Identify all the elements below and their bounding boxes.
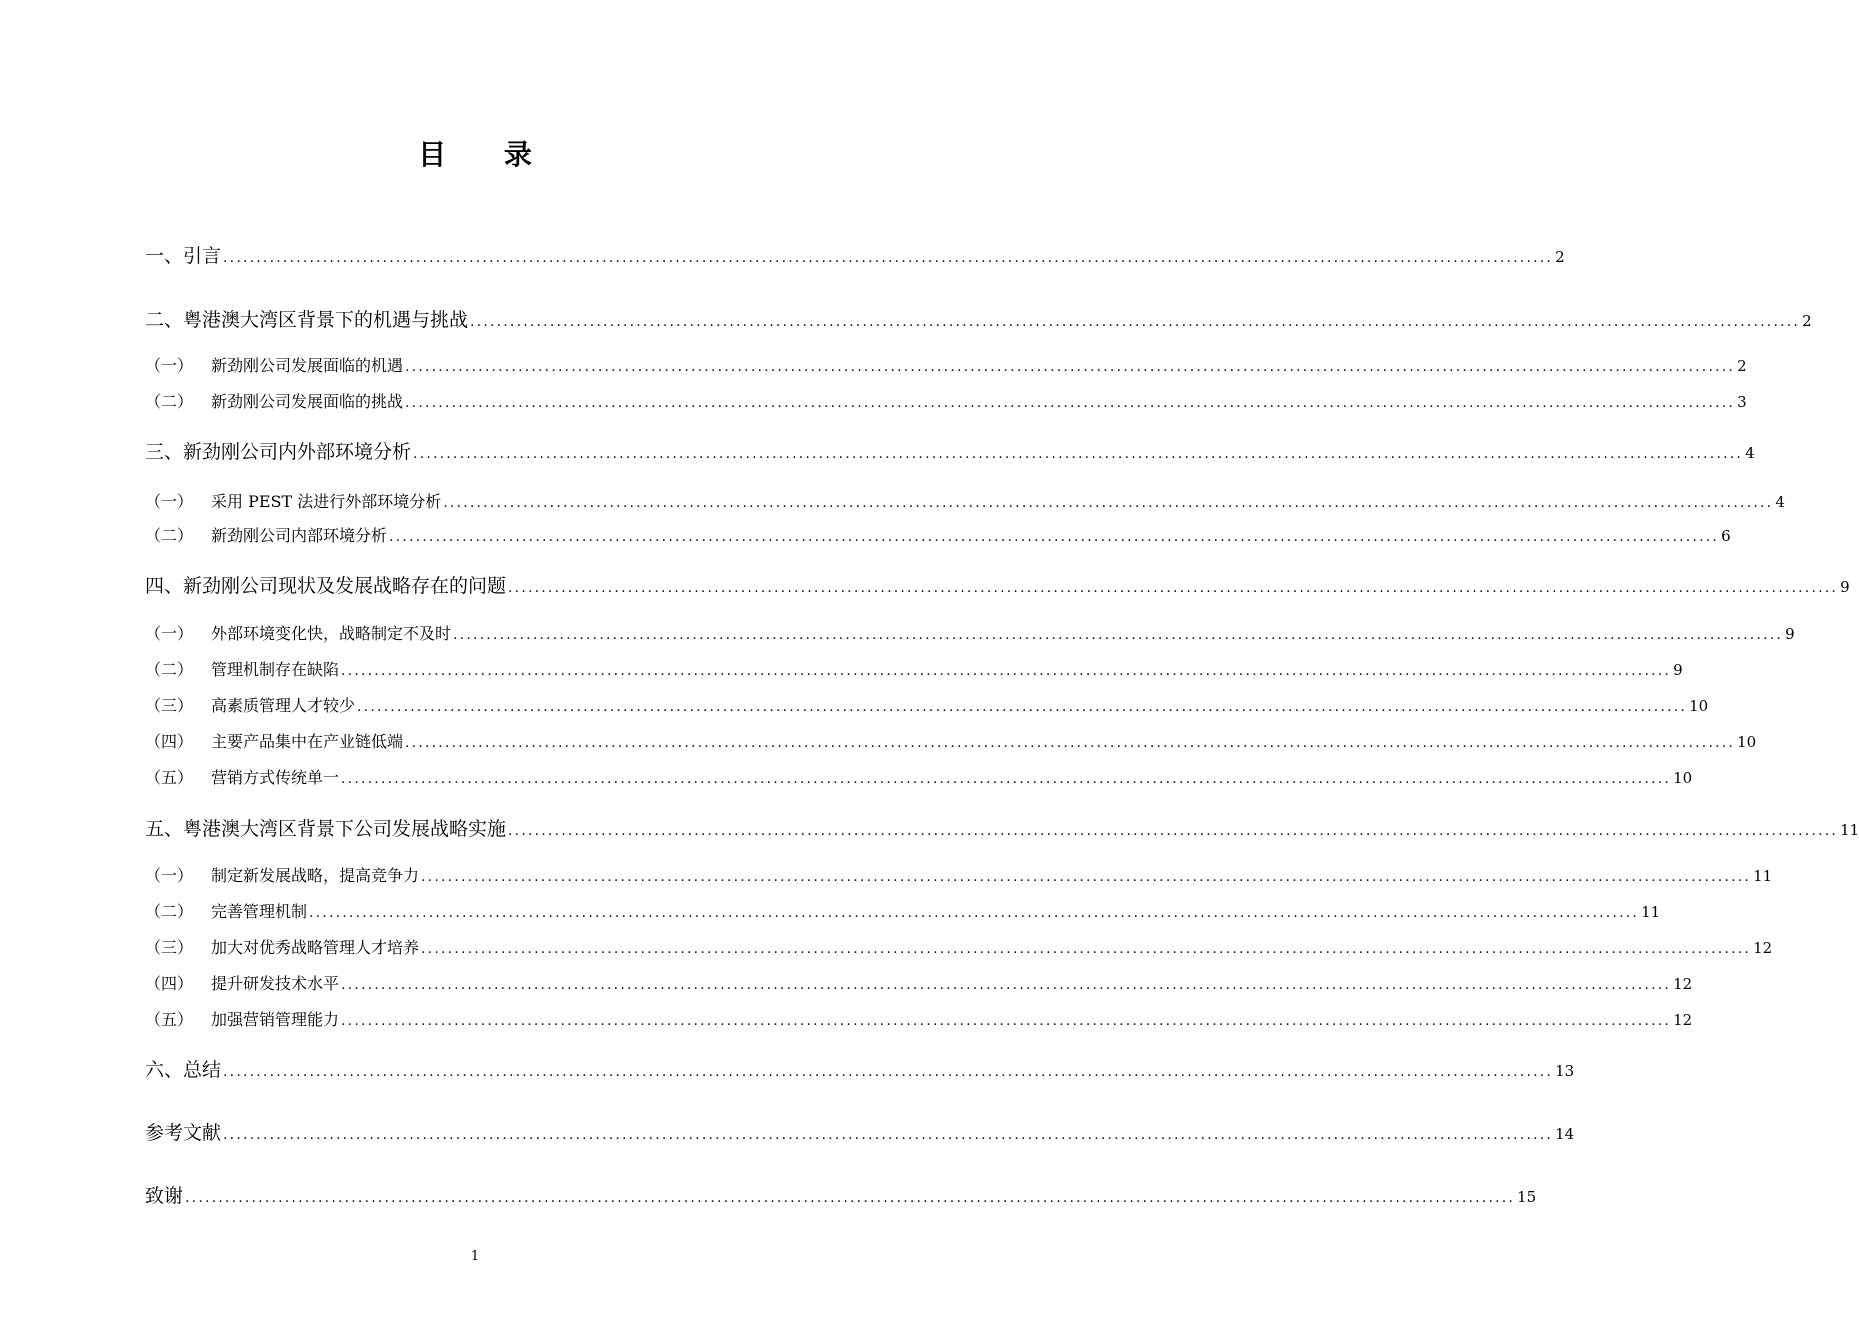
- toc-entry-page: 11: [1753, 867, 1773, 885]
- toc-entry[interactable]: [145, 935, 1773, 958]
- toc-entry[interactable]: [145, 971, 1693, 994]
- toc-leader-dots: ........................................................................................................................................................................................................: [508, 580, 1839, 596]
- toc-entry-number: （三）: [145, 938, 194, 957]
- toc-leader-dots: ........................................................................................................................................................................................................: [341, 977, 1672, 993]
- toc-entry[interactable]: [145, 814, 1859, 841]
- toc-entry[interactable]: [145, 621, 1795, 644]
- toc-entry-page: 2: [1737, 357, 1747, 375]
- toc-entry-title: 高素质管理人才较少: [211, 696, 356, 715]
- toc-entry[interactable]: [145, 765, 1693, 788]
- toc-entry[interactable]: [145, 305, 1812, 332]
- toc-entry[interactable]: [145, 1007, 1693, 1030]
- toc-entry-title: 管理机制存在缺陷: [211, 660, 340, 679]
- toc-entry-page: 9: [1673, 661, 1683, 679]
- toc-entry-page: 2: [1555, 248, 1565, 266]
- toc-leader-dots: ........................................................................................................................................................................................................: [443, 495, 1774, 511]
- toc-leader-dots: ........................................................................................................................................................................................................: [413, 446, 1744, 462]
- toc-entry-page: 12: [1753, 939, 1773, 957]
- toc-leader-dots: ........................................................................................................................................................................................................: [453, 627, 1784, 643]
- toc-entry-number: （二）: [145, 526, 194, 545]
- toc-leader-dots: ........................................................................................................................................................................................................: [470, 314, 1801, 330]
- toc-leader-dots: ........................................................................................................................................................................................................: [309, 905, 1640, 921]
- toc-entry-page: 11: [1840, 821, 1859, 839]
- toc-leader-dots: ........................................................................................................................................................................................................: [185, 1190, 1516, 1206]
- toc-entry[interactable]: [145, 571, 1850, 598]
- toc-entry-page: 10: [1673, 769, 1693, 787]
- toc-entry-page: 9: [1785, 625, 1795, 643]
- toc-entry-number: （一）: [145, 492, 194, 511]
- toc-leader-dots: ........................................................................................................................................................................................................: [405, 735, 1736, 751]
- toc-entry-number: （四）: [145, 974, 194, 993]
- toc-leader-dots: ........................................................................................................................................................................................................: [508, 823, 1839, 839]
- toc-leader-dots: ........................................................................................................................................................................................................: [421, 869, 1752, 885]
- toc-entry-page: 6: [1721, 527, 1731, 545]
- toc-entry-title: 完善管理机制: [211, 902, 308, 921]
- toc-entry[interactable]: [145, 1118, 1575, 1145]
- toc-entry-page: 13: [1555, 1062, 1575, 1080]
- toc-entry-page: 11: [1641, 903, 1661, 921]
- toc-leader-dots: ........................................................................................................................................................................................................: [223, 1064, 1554, 1080]
- toc-entry-page: 15: [1517, 1188, 1537, 1206]
- toc-leader-dots: ........................................................................................................................................................................................................: [357, 699, 1688, 715]
- toc-entry[interactable]: [145, 353, 1747, 376]
- toc-entry-title: 外部环境变化快，战略制定不及时: [211, 624, 452, 643]
- toc-leader-dots: ........................................................................................................................................................................................................: [223, 250, 1554, 266]
- toc-entry[interactable]: [145, 241, 1565, 268]
- toc-entry[interactable]: [145, 863, 1773, 886]
- toc-entry[interactable]: [145, 389, 1747, 412]
- toc-leader-dots: ........................................................................................................................................................................................................: [341, 663, 1672, 679]
- toc-entry-number: （一）: [145, 624, 194, 643]
- toc-entry-number: （五）: [145, 1010, 194, 1029]
- toc-entry-page: 4: [1745, 444, 1755, 462]
- toc-entry-title: 五、粤港澳大湾区背景下公司发展战略实施: [145, 818, 507, 840]
- toc-entry-number: （四）: [145, 732, 194, 751]
- toc-entry-title: 加强营销管理能力: [211, 1010, 340, 1029]
- toc-entry-number: （三）: [145, 696, 194, 715]
- toc-entry-page: 9: [1840, 578, 1850, 596]
- toc-entry-page: 12: [1673, 1011, 1693, 1029]
- toc-leader-dots: ........................................................................................................................................................................................................: [389, 529, 1720, 545]
- toc-entry-title: 四、新劲刚公司现状及发展战略存在的问题: [145, 575, 507, 597]
- toc-entry-page: 2: [1802, 312, 1812, 330]
- toc-entry-title: 新劲刚公司发展面临的机遇: [211, 356, 404, 375]
- toc-entry-title: 一、引言: [145, 245, 222, 267]
- toc-entry-page: 4: [1775, 493, 1785, 511]
- toc-leader-dots: ........................................................................................................................................................................................................: [223, 1127, 1554, 1143]
- toc-entry-number: （二）: [145, 392, 194, 411]
- toc-entry[interactable]: [145, 1181, 1537, 1208]
- toc-entry-title: 营销方式传统单一: [211, 768, 340, 787]
- toc-entry-title: 致谢: [145, 1185, 184, 1207]
- toc-entry-number: （五）: [145, 768, 194, 787]
- toc-entry-title: 参考文献: [145, 1122, 222, 1144]
- toc-leader-dots: ........................................................................................................................................................................................................: [405, 395, 1736, 411]
- page-number: 1: [470, 1249, 480, 1264]
- toc-entry-title: 新劲刚公司内部环境分析: [211, 526, 388, 545]
- toc-entry-page: 14: [1555, 1125, 1575, 1143]
- toc-leader-dots: ........................................................................................................................................................................................................: [341, 771, 1672, 787]
- toc-entry-page: 10: [1737, 733, 1757, 751]
- toc-entry-page: 12: [1673, 975, 1693, 993]
- toc-entry-title: 加大对优秀战略管理人才培养: [211, 938, 420, 957]
- toc-entry-title: 六、总结: [145, 1059, 222, 1081]
- toc-entry-page: 10: [1689, 697, 1709, 715]
- toc-entry[interactable]: [145, 657, 1683, 680]
- toc-leader-dots: ........................................................................................................................................................................................................: [421, 941, 1752, 957]
- toc-title: 目 录: [418, 138, 556, 171]
- toc-entry[interactable]: [145, 899, 1661, 922]
- toc-entry-title: 采用 PEST 法进行外部环境分析: [211, 492, 442, 511]
- toc-entry-title: 制定新发展战略，提高竞争力: [211, 866, 420, 885]
- toc-entry[interactable]: [145, 523, 1731, 546]
- toc-leader-dots: ........................................................................................................................................................................................................: [405, 359, 1736, 375]
- toc-entry-number: （一）: [145, 866, 194, 885]
- toc-entry-title: 三、新劲刚公司内外部环境分析: [145, 441, 412, 463]
- toc-entry-number: （一）: [145, 356, 194, 375]
- toc-entry-number: （二）: [145, 902, 194, 921]
- toc-entry[interactable]: [145, 489, 1785, 512]
- toc-entry[interactable]: [145, 1055, 1575, 1082]
- toc-entry[interactable]: [145, 693, 1709, 716]
- toc-entry-title: 二、粤港澳大湾区背景下的机遇与挑战: [145, 309, 469, 331]
- toc-entry-page: 3: [1737, 393, 1747, 411]
- toc-entry-title: 新劲刚公司发展面临的挑战: [211, 392, 404, 411]
- toc-entry-title: 提升研发技术水平: [211, 974, 340, 993]
- toc-leader-dots: ........................................................................................................................................................................................................: [341, 1013, 1672, 1029]
- toc-entry[interactable]: [145, 729, 1757, 752]
- toc-entry-number: （二）: [145, 660, 194, 679]
- toc-entry-title: 主要产品集中在产业链低端: [211, 732, 404, 751]
- toc-entry[interactable]: [145, 437, 1755, 464]
